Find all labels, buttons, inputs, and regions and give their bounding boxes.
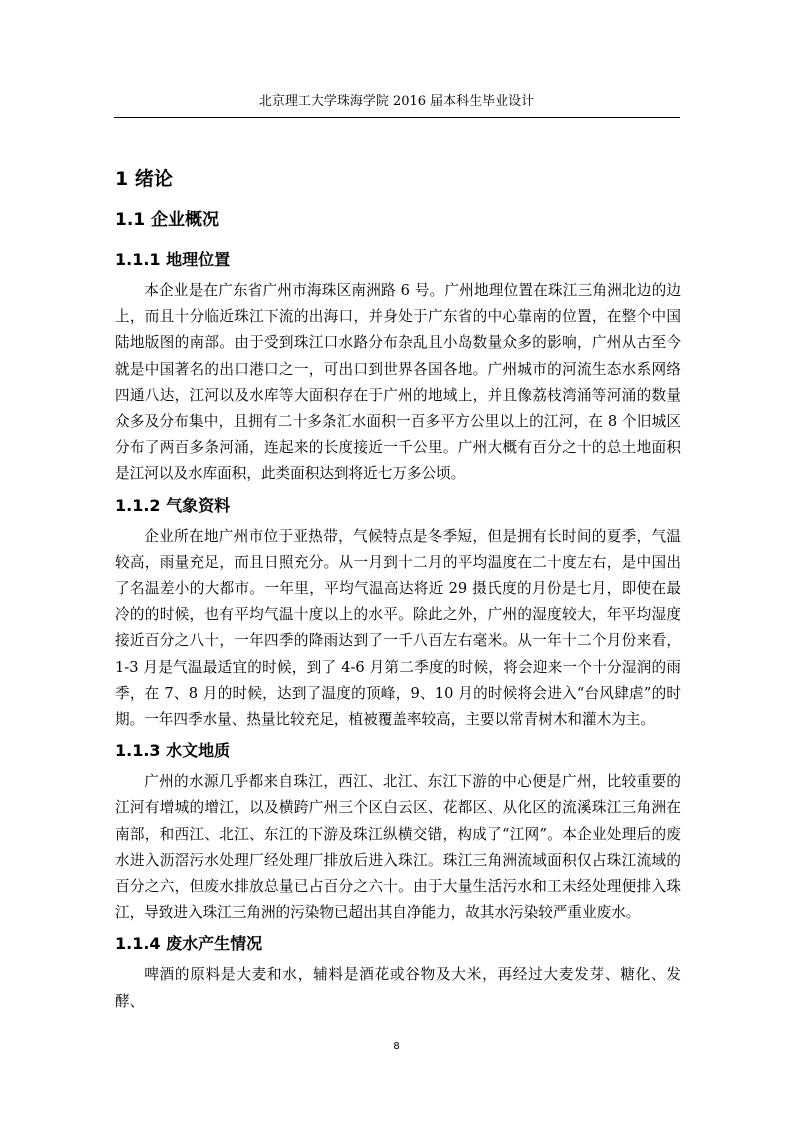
header-rule	[114, 117, 680, 118]
page-content	[115, 166, 681, 1021]
subsection-title-hydrology: 1.1.3 水文地质	[115, 741, 231, 761]
paragraph-climate: 企业所在地广州市位于亚热带，气候特点是冬季短，但是拥有长时间的夏季，气温较高，雨量充足，而且日照充分。从一月到十二月的平均温度在二十度左右，是中国出了名温差小的大都市。一年里，平均气温高达将近 29 摄氏度的月份是七月，即使在最冷的的时候，也有平均气温十度以上的水平。除此之外，广州的湿度较大，年平均湿度接近百分之八十，一年四季的降雨达到了一千八百左右毫米。从一年十二个月份来看，1-3 月是气温最适宜的时候，到了 4-6 月第二季度的时候，将会迎来一个十分湿润的雨季，在 7、8 月的时候，达到了温度的顶峰，9、10 月的时候将会进入“台风肆虐”的时期。一年四季水量、热量比较充足，植被覆盖率较高，主要以常青树木和灌木为主。	[115, 527, 681, 729]
page-header: 北京理工大学珠海学院 2016 届本科生毕业设计	[258, 94, 535, 109]
chapter-title: 1 绪论	[115, 168, 173, 190]
subsection-title-location: 1.1.1 地理位置	[115, 250, 231, 269]
subsection-title-wastewater: 1.1.4 废水产生情况	[115, 934, 263, 954]
paragraph-location: 本企业是在广东省广州市海珠区南洲路 6 号。广州地理位置在珠江三角洲北边的边上，而且十分临近珠江下流的出海口，并身处于广东省的中心靠南的位置，在整个中国陆地版图的南部。由于受到珠江口水路分布杂乱且小岛数量众多的影响，广州从古至今就是中国著名的出口港口之一，可出口到世界各国各地。广州城市的河流生态水系网络四通八达，江河以及水库等大面积存在于广州的地域上，并且像荔枝湾涌等河涌的数量众多及分布集中，且拥有二十多条汇水面积一百多平方公里以上的江河，在 8 个旧城区分布了两百多条河涌，连起来的长度接近一千公里。广州大概有百分之十的总土地面积是江河以及水库面积，此类面积达到将近七万多公顷。	[115, 282, 681, 483]
page-number: 8	[393, 1041, 400, 1052]
paragraph-wastewater: 啤酒的原料是大麦和水，辅料是酒花或谷物及大米，再经过大麦发芽、糖化、发酵、	[115, 966, 681, 1010]
section-title: 1.1 企业概况	[115, 210, 220, 230]
subsection-title-climate: 1.1.2 气象资料	[115, 495, 231, 515]
paragraph-hydrology: 广州的水源几乎都来自珠江，西江、北江、东江下游的中心便是广州，比较重要的江河有增城的增江，以及横跨广州三个区白云区、花都区、从化区的流溪珠江三角洲在南部，和西江、北江、东江的下游及珠江纵横交错，构成了“江网”。本企业处理后的废水进入沥滘污水处理厂经处理厂排放后进入珠江。珠江三角洲流域面积仅占珠江流域的百分之六，但废水排放总量已占百分之六十。由于大量生活污水和工未经处理便排入珠江，导致进入珠江三角洲的污染物已超出其自净能力，故其水污染较严重业废水。	[115, 773, 681, 922]
